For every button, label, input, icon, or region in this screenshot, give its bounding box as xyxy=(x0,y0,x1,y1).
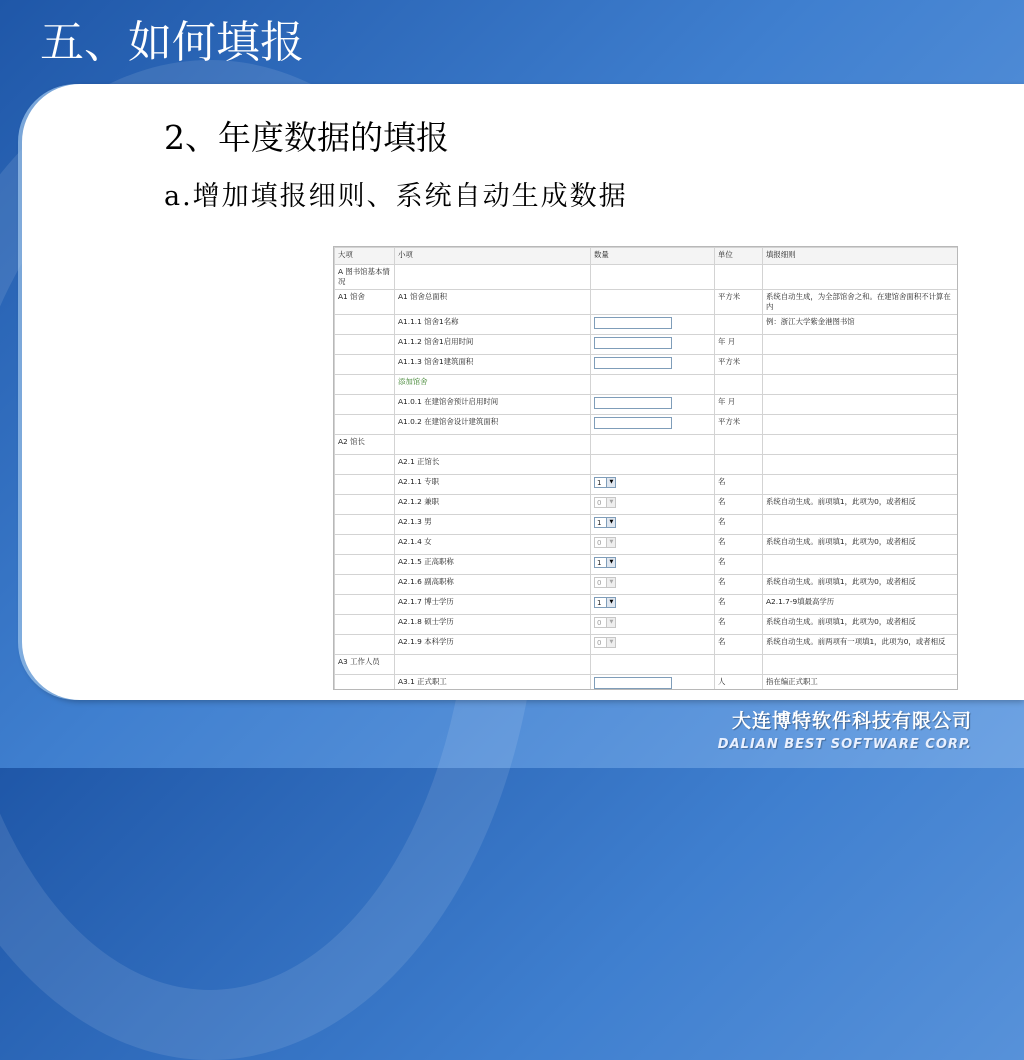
rule-cell: 系统自动生成，为全部馆舍之和。在建馆舍面积不计算在内 xyxy=(763,290,958,315)
select-value: 1 xyxy=(597,598,602,607)
column-header-unit: 单位 xyxy=(715,248,763,265)
quantity-cell xyxy=(591,335,715,355)
rule-cell: 例：浙江大学紫金港图书馆 xyxy=(763,315,958,335)
minor-item-cell: A1.1.2 馆舍1启用时间 xyxy=(395,335,591,355)
quantity-cell xyxy=(591,375,715,395)
unit-cell xyxy=(715,655,763,675)
major-item-cell: A 图书馆基本情况 xyxy=(335,265,395,290)
major-item-cell xyxy=(335,415,395,435)
table-row xyxy=(335,555,958,575)
select-value: 0 xyxy=(597,498,602,507)
quantity-cell xyxy=(591,290,715,315)
table-row xyxy=(335,615,958,635)
quantity-cell xyxy=(591,265,715,290)
rule-cell: 系统自动生成。前项填1，此项为0，或者相反 xyxy=(763,495,958,515)
major-item-cell xyxy=(335,395,395,415)
table-row xyxy=(335,315,958,335)
quantity-cell xyxy=(591,675,715,691)
quantity-select xyxy=(594,617,616,628)
major-item-cell xyxy=(335,595,395,615)
rule-cell xyxy=(763,555,958,575)
table-row xyxy=(335,675,958,691)
unit-cell: 年 月 xyxy=(715,335,763,355)
major-item-cell xyxy=(335,495,395,515)
quantity-cell xyxy=(591,515,715,535)
unit-cell xyxy=(715,315,763,335)
major-item-cell xyxy=(335,335,395,355)
minor-item-cell: A2.1.9 本科学历 xyxy=(395,635,591,655)
table-header-row xyxy=(335,248,958,265)
table-row xyxy=(335,515,958,535)
major-item-cell xyxy=(335,555,395,575)
minor-item-cell: A1.0.2 在建馆舍设计建筑面积 xyxy=(395,415,591,435)
quantity-cell xyxy=(591,495,715,515)
unit-cell: 名 xyxy=(715,575,763,595)
table-row xyxy=(335,375,958,395)
major-item-cell: A2 馆长 xyxy=(335,435,395,455)
minor-item-cell: A2.1.8 硕士学历 xyxy=(395,615,591,635)
select-value: 0 xyxy=(597,618,602,627)
table-row xyxy=(335,595,958,615)
minor-item-cell: A2.1.1 专职 xyxy=(395,475,591,495)
unit-cell xyxy=(715,455,763,475)
major-item-cell xyxy=(335,615,395,635)
table-row xyxy=(335,495,958,515)
major-item-cell xyxy=(335,455,395,475)
rule-cell: 系统自动生成。前项填1，此项为0，或者相反 xyxy=(763,575,958,595)
table-row xyxy=(335,395,958,415)
table-row xyxy=(335,475,958,495)
major-item-cell xyxy=(335,375,395,395)
quantity-cell xyxy=(591,555,715,575)
dropdown-arrow-icon: ▼ xyxy=(606,498,615,507)
minor-item-cell: A2.1.7 博士学历 xyxy=(395,595,591,615)
minor-item-cell xyxy=(395,655,591,675)
minor-item-cell: A2.1 正馆长 xyxy=(395,455,591,475)
table-body xyxy=(335,265,958,691)
minor-item-cell: A2.1.6 副高职称 xyxy=(395,575,591,595)
minor-item-cell xyxy=(395,435,591,455)
quantity-select[interactable] xyxy=(594,477,616,488)
major-item-cell: A3 工作人员 xyxy=(335,655,395,675)
section-heading: 2、年度数据的填报 xyxy=(164,118,449,157)
quantity-input[interactable] xyxy=(594,317,672,329)
table-row xyxy=(335,635,958,655)
company-name-cn: 大连博特软件科技有限公司 xyxy=(731,710,972,732)
unit-cell: 年 月 xyxy=(715,395,763,415)
dropdown-arrow-icon: ▼ xyxy=(606,618,615,627)
rule-cell xyxy=(763,415,958,435)
unit-cell: 名 xyxy=(715,635,763,655)
quantity-cell xyxy=(591,575,715,595)
dropdown-arrow-icon: ▼ xyxy=(606,538,615,547)
major-item-cell xyxy=(335,315,395,335)
rule-cell xyxy=(763,655,958,675)
quantity-select[interactable] xyxy=(594,517,616,528)
quantity-cell xyxy=(591,355,715,375)
minor-item-cell: A1.0.1 在建馆舍预计启用时间 xyxy=(395,395,591,415)
quantity-cell xyxy=(591,475,715,495)
rule-cell xyxy=(763,455,958,475)
major-item-cell xyxy=(335,635,395,655)
column-header-major: 大项 xyxy=(335,248,395,265)
column-header-rules: 填报细则 xyxy=(763,248,958,265)
rule-cell: A2.1.7-9填最高学历 xyxy=(763,595,958,615)
major-item-cell xyxy=(335,475,395,495)
minor-item-cell: A2.1.5 正高职称 xyxy=(395,555,591,575)
rule-cell: 系统自动生成。前项填1，此项为0，或者相反 xyxy=(763,535,958,555)
unit-cell: 名 xyxy=(715,615,763,635)
rule-cell xyxy=(763,475,958,495)
rule-cell xyxy=(763,435,958,455)
minor-item-cell: A2.1.3 男 xyxy=(395,515,591,535)
quantity-select xyxy=(594,537,616,548)
minor-item-cell: A1 馆舍总面积 xyxy=(395,290,591,315)
quantity-select xyxy=(594,637,616,648)
select-value: 0 xyxy=(597,638,602,647)
quantity-cell xyxy=(591,435,715,455)
table-row xyxy=(335,455,958,475)
dropdown-arrow-icon[interactable]: ▼ xyxy=(606,518,615,527)
table-row xyxy=(335,355,958,375)
unit-cell xyxy=(715,375,763,395)
quantity-cell xyxy=(591,535,715,555)
quantity-cell xyxy=(591,635,715,655)
quantity-cell xyxy=(591,655,715,675)
dropdown-arrow-icon[interactable]: ▼ xyxy=(606,598,615,607)
dropdown-arrow-icon: ▼ xyxy=(606,638,615,647)
table-row xyxy=(335,415,958,435)
table-row xyxy=(335,335,958,355)
minor-item-cell: A1.1.3 馆舍1建筑面积 xyxy=(395,355,591,375)
quantity-cell xyxy=(591,315,715,335)
rule-cell xyxy=(763,265,958,290)
select-value: 1 xyxy=(597,558,602,567)
rule-cell xyxy=(763,355,958,375)
major-item-cell xyxy=(335,675,395,691)
select-value: 1 xyxy=(597,478,602,487)
quantity-cell xyxy=(591,415,715,435)
company-logo xyxy=(718,706,972,752)
dropdown-arrow-icon[interactable]: ▼ xyxy=(606,478,615,487)
unit-cell xyxy=(715,265,763,290)
quantity-input[interactable] xyxy=(594,677,672,689)
table-row xyxy=(335,575,958,595)
table-row xyxy=(335,435,958,455)
select-value: 1 xyxy=(597,518,602,527)
quantity-input[interactable] xyxy=(594,357,672,369)
rule-cell: 系统自动生成。前项填1，此项为0，或者相反 xyxy=(763,615,958,635)
unit-cell: 名 xyxy=(715,475,763,495)
unit-cell: 人 xyxy=(715,675,763,691)
dropdown-arrow-icon: ▼ xyxy=(606,578,615,587)
quantity-cell xyxy=(591,455,715,475)
company-name-en: DALIAN BEST SOFTWARE CORP. xyxy=(717,737,972,752)
quantity-cell xyxy=(591,395,715,415)
major-item-cell xyxy=(335,515,395,535)
dropdown-arrow-icon[interactable]: ▼ xyxy=(606,558,615,567)
select-value: 0 xyxy=(597,578,602,587)
minor-item-cell: A2.1.4 女 xyxy=(395,535,591,555)
unit-cell: 平方米 xyxy=(715,355,763,375)
table-row xyxy=(335,290,958,315)
table-row xyxy=(335,265,958,290)
unit-cell: 名 xyxy=(715,515,763,535)
unit-cell: 平方米 xyxy=(715,415,763,435)
content-panel xyxy=(22,84,1024,700)
column-header-quantity: 数量 xyxy=(591,248,715,265)
select-value: 0 xyxy=(597,538,602,547)
report-form-table xyxy=(334,247,958,690)
minor-item-cell: A2.1.2 兼职 xyxy=(395,495,591,515)
slide-title: 五、如何填报 xyxy=(40,17,304,68)
minor-item-cell: A1.1.1 馆舍1名称 xyxy=(395,315,591,335)
table-row xyxy=(335,655,958,675)
unit-cell: 名 xyxy=(715,595,763,615)
major-item-cell xyxy=(335,575,395,595)
form-screenshot xyxy=(333,246,958,690)
rule-cell xyxy=(763,515,958,535)
subsection-heading: a.增加填报细则、系统自动生成数据 xyxy=(164,181,628,212)
rule-cell: 指在编正式职工 xyxy=(763,675,958,691)
major-item-cell xyxy=(335,355,395,375)
unit-cell: 名 xyxy=(715,555,763,575)
unit-cell: 名 xyxy=(715,535,763,555)
major-item-cell: A1 馆舍 xyxy=(335,290,395,315)
quantity-cell xyxy=(591,595,715,615)
quantity-select[interactable] xyxy=(594,597,616,608)
unit-cell: 平方米 xyxy=(715,290,763,315)
quantity-cell xyxy=(591,615,715,635)
quantity-input[interactable] xyxy=(594,397,672,409)
column-header-minor: 小项 xyxy=(395,248,591,265)
quantity-input[interactable] xyxy=(594,337,672,349)
quantity-select[interactable] xyxy=(594,557,616,568)
rule-cell: 系统自动生成。前两项有一项填1，此项为0，或者相反 xyxy=(763,635,958,655)
minor-item-cell: 添加馆舍 xyxy=(395,375,591,395)
unit-cell: 名 xyxy=(715,495,763,515)
quantity-select xyxy=(594,497,616,508)
rule-cell xyxy=(763,335,958,355)
rule-cell xyxy=(763,375,958,395)
rule-cell xyxy=(763,395,958,415)
unit-cell xyxy=(715,435,763,455)
quantity-input[interactable] xyxy=(594,417,672,429)
minor-item-cell xyxy=(395,265,591,290)
major-item-cell xyxy=(335,535,395,555)
quantity-select xyxy=(594,577,616,588)
table-row xyxy=(335,535,958,555)
minor-item-cell: A3.1 正式职工 xyxy=(395,675,591,691)
